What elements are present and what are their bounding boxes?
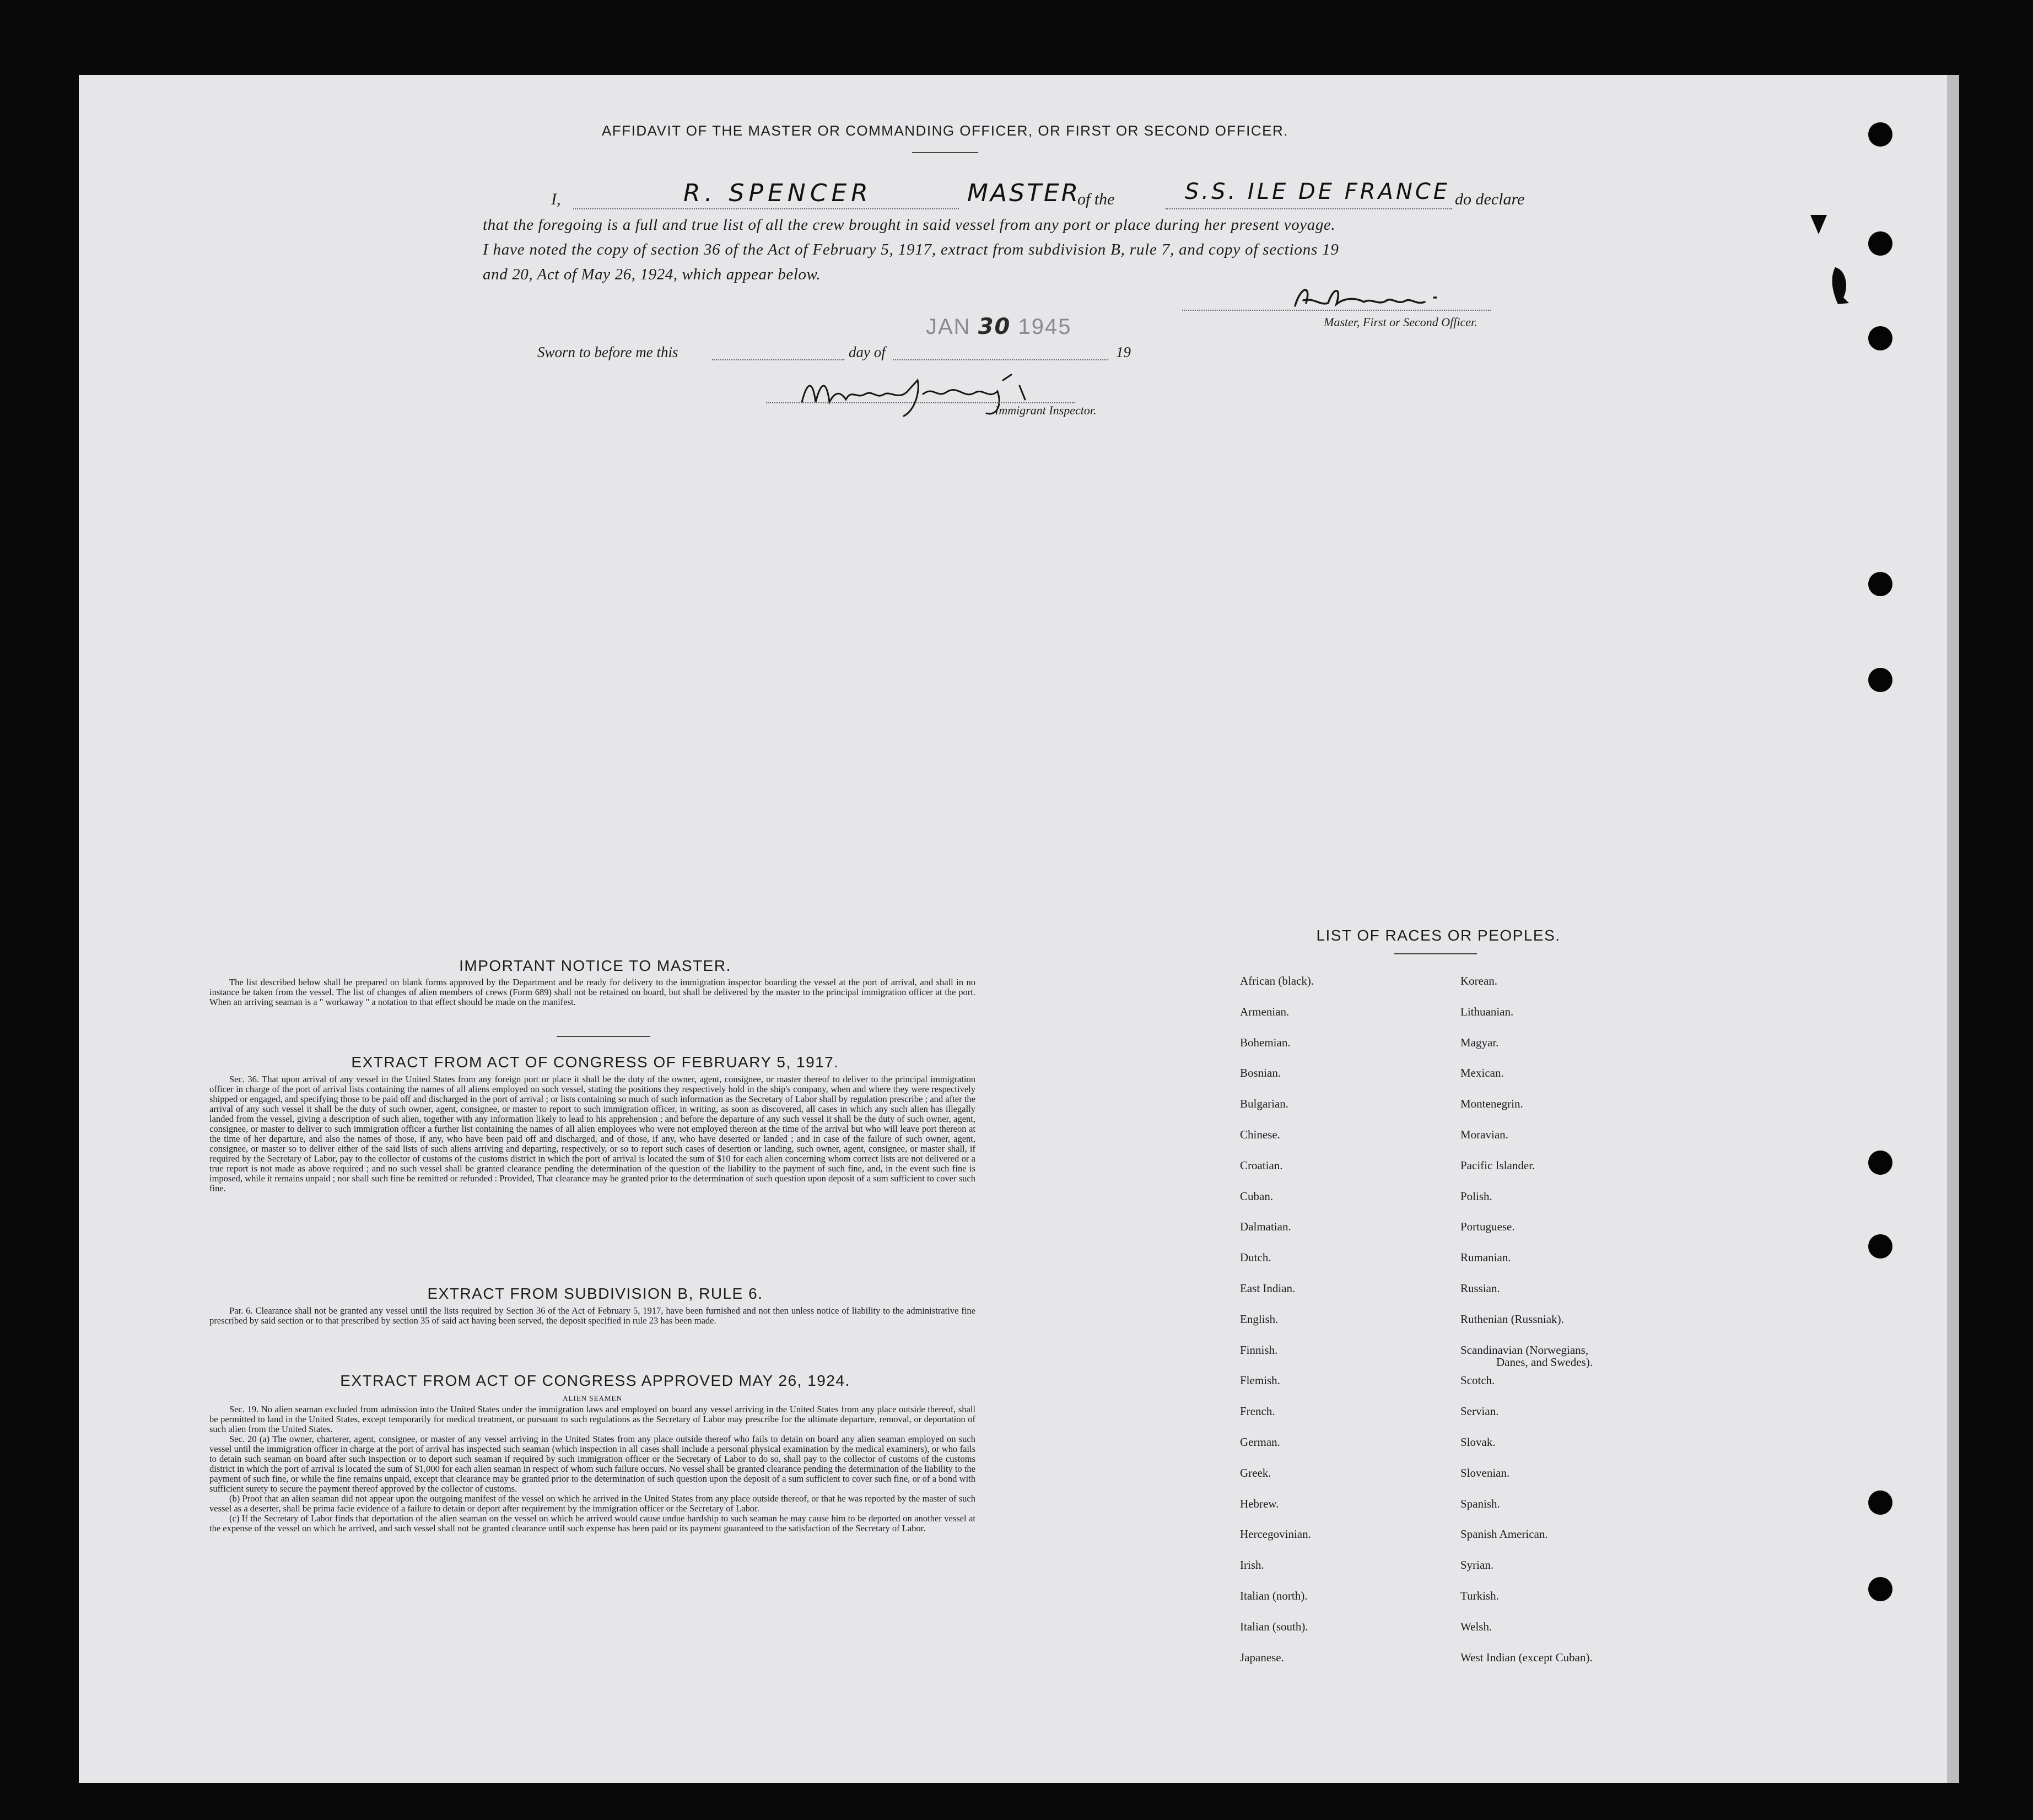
race-item: Scandinavian (Norwegians, bbox=[1460, 1343, 1589, 1357]
race-item: Welsh. bbox=[1460, 1619, 1492, 1633]
race-item: Magyar. bbox=[1460, 1035, 1499, 1049]
master-signature bbox=[1290, 281, 1471, 314]
master-signature-caption: Master, First or Second Officer. bbox=[1324, 315, 1477, 329]
date-stamp bbox=[926, 314, 1071, 339]
notice-text: The list described below shall be prepared on blank forms approved by the Department and be ready for delivery to the immigration inspector boarding the vessel at the port of arrival, and shall in no instance be taken from the vessel. The list of changes of alien members of crews (Form 689) shall not be retained on board, but shall be delivered by the master to the principal immigration officer at the port. When an arriving seaman is a " workaway " a notation to that effect should be made on the manifest. bbox=[209, 977, 975, 1007]
punch-hole bbox=[1868, 1234, 1892, 1259]
extract-1924-sec20b: (b) Proof that an alien seaman did not appear upon the outgoing manifest of the vessel on which he arrived in the United States from any place outside thereof, or that he was reported by the master of such vessel as a deserter, shall be prima facie evidence of a failure to detain or deport after requirement by the immigration officer or the Secretary of Labor. bbox=[209, 1493, 975, 1514]
day-of-label: day of bbox=[849, 344, 886, 360]
race-item: Chinese. bbox=[1240, 1128, 1280, 1141]
punch-hole bbox=[1868, 1577, 1892, 1601]
race-item: Finnish. bbox=[1240, 1343, 1278, 1357]
race-item: African (black). bbox=[1240, 974, 1314, 987]
vessel-blank bbox=[1166, 208, 1452, 209]
race-item: Syrian. bbox=[1460, 1558, 1494, 1572]
extract-1924-sec19: Sec. 19. No alien seaman excluded from admission into the United States under the immigration laws and employed on board any vessel arriving in the United States from any place outside thereof, shall be permitted to land in the United States, except temporarily for medical treatment, or pursuant to such regulations as the Secretary of Labor may prescribe for the ultimate departure, removal, or deportation of such alien from the United States. bbox=[209, 1404, 975, 1434]
race-item: Russian. bbox=[1460, 1282, 1500, 1295]
punch-hole bbox=[1868, 326, 1892, 350]
date-stamp-day: 30 bbox=[978, 314, 1011, 339]
race-item: Dalmatian. bbox=[1240, 1220, 1291, 1234]
extract-1924-block bbox=[209, 1392, 975, 1533]
notice-text-block bbox=[209, 977, 975, 1007]
sworn-label: Sworn to before me this bbox=[537, 344, 678, 360]
race-item: Lithuanian. bbox=[1460, 1004, 1514, 1018]
extract-1917-text: Sec. 36. That upon arrival of any vessel in the United States from any foreign port or place it shall be the duty of the owner, agent, consignee, or master thereof to deliver to the principal immigration officer in charge of the port of arrival lists containing the names of all aliens employed on such vessel, stating the positions they respectively hold in the ship's company, when and where they were respectively shipped or engaged, and specifying those to be paid off and discharged in the port of arrival ; or lists containing so much of such information as the Secretary of Labor shall by regulation prescribe ; and after the arrival of any such vessel it shall be the duty of such owner, agent, consignee, or master to report to such immigration officer, in writing, as soon as discovered, all cases in which any such alien has illegally landed from the vessel, giving a description of such alien, together with any information likely to lead to his apprehension ; and before the departure of any such vessel it shall be the duty of such owner, agent, consignee, or master to deliver to such immigration officer a further list containing the names of all alien employees who were not employed thereon at the time of the arrival but who will leave port thereon at the time of her departure, and also the names of those, if any, who have been paid off and discharged, and of those, if any, who have deserted or landed ; and in case of the failure of such owner, agent, consignee, or master so to deliver either of the said lists of such aliens arriving and departing, respectively, or so to report such cases of desertion or landing, such owner, agent, consignee, or master shall, if required by the Secretary of Labor, pay to the collector of customs of the customs district in which the port of arrival is located the sum of $10 for each alien concerning whom correct lists are not delivered or a true report is not made as above required ; and no such vessel shall be granted clearance pending the determination of the question of the liability to the payment of such fine, and, in the event such fine is imposed, while it remains unpaid ; nor shall such fine be remitted or refunded : Provided, That clearance may be granted prior to the determination of such question upon deposit of a sum sufficient to cover such fine. bbox=[209, 1074, 975, 1193]
punch-hole bbox=[1868, 1490, 1892, 1515]
race-item: Bulgarian. bbox=[1240, 1097, 1289, 1111]
extract-rule6-block bbox=[209, 1306, 975, 1326]
punch-hole bbox=[1868, 1151, 1892, 1175]
affidavit-i-label: I, bbox=[551, 190, 561, 208]
race-item: Servian. bbox=[1460, 1405, 1499, 1418]
race-item: Cuban. bbox=[1240, 1189, 1274, 1203]
race-item: Italian (north). bbox=[1240, 1589, 1308, 1602]
of-the-label: of the bbox=[1077, 190, 1115, 208]
race-item: Ruthenian (Russniak). bbox=[1460, 1312, 1564, 1326]
extract-1924-sec20a: Sec. 20 (a) The owner, charterer, agent, consignee, or master of any vessel arriving in the United States from any place outside thereof who fails to detain on board any alien seaman employed on such vessel until the immigration officer in charge at the port of arrival has inspected such seaman (which inspection in all cases shall include a personal physical examination by the medical examiners), or who fails to detain such seaman on board after such inspection or to deport such seaman if required by such immigration officer or the Secretary of Labor to do so, shall pay to the collector of customs of the customs district in which the port of arrival is located the sum of $1,000 for each alien seaman in respect of whom such failure occurs. No vessel shall be granted clearance pending the determination of the liability to the payment of such fine, or while the fine remains unpaid, except that clearance may be granted prior to the determination of such question upon the deposit of a sum sufficient to cover such fine, or of a bond with sufficient surety to secure the payment thereof approved by the collector of customs. bbox=[209, 1434, 975, 1494]
race-item: Hebrew. bbox=[1240, 1497, 1279, 1510]
notice-title: IMPORTANT NOTICE TO MASTER. bbox=[459, 957, 731, 974]
race-item: Polish. bbox=[1460, 1189, 1492, 1203]
punch-hole bbox=[1868, 122, 1892, 147]
sheet-edge bbox=[1947, 75, 1959, 1783]
races-title-underline bbox=[1394, 953, 1477, 954]
race-item: Armenian. bbox=[1240, 1004, 1290, 1018]
sworn-day-blank bbox=[712, 359, 844, 360]
extract-rule6-text: Par. 6. Clearance shall not be granted any vessel until the lists required by Section 36 of the Act of February 5, 1917, have been furnished and not then unless notice of liability to the administrative fine prescribed by said section or to that prescribed by section 35 of said act having been served, the deposit specified in rule 23 has been made. bbox=[209, 1305, 975, 1326]
race-item: Japanese. bbox=[1240, 1650, 1284, 1664]
inspector-caption: Immigrant Inspector. bbox=[995, 403, 1097, 417]
race-item: Rumanian. bbox=[1460, 1251, 1511, 1265]
race-item: Slovenian. bbox=[1460, 1466, 1510, 1479]
race-item: Italian (south). bbox=[1240, 1619, 1308, 1633]
date-stamp-year: 1945 bbox=[1018, 315, 1072, 339]
extract-1924-subtitle: ALIEN SEAMEN bbox=[563, 1394, 622, 1402]
race-item: Irish. bbox=[1240, 1558, 1264, 1572]
race-item: German. bbox=[1240, 1435, 1280, 1449]
extract-1924-title: EXTRACT FROM ACT OF CONGRESS APPROVED MAY 26, 1924. bbox=[340, 1372, 850, 1389]
race-item: Moravian. bbox=[1460, 1128, 1508, 1141]
divider-1 bbox=[557, 1036, 650, 1037]
race-item: French. bbox=[1240, 1405, 1275, 1418]
race-item: Portuguese. bbox=[1460, 1220, 1515, 1234]
race-item: Croatian. bbox=[1240, 1158, 1283, 1172]
punch-hole bbox=[1868, 668, 1892, 692]
extract-1917-block bbox=[209, 1074, 975, 1193]
race-item: Spanish. bbox=[1460, 1497, 1500, 1510]
sworn-month-blank bbox=[893, 359, 1108, 360]
name-blank bbox=[573, 208, 959, 209]
race-item: Montenegrin. bbox=[1460, 1097, 1523, 1111]
race-scandinavian-continued: Danes, and Swedes). bbox=[1496, 1355, 1593, 1369]
race-item: Spanish American. bbox=[1460, 1527, 1548, 1541]
race-item: Greek. bbox=[1240, 1466, 1271, 1479]
affidavit-line-2: that the foregoing is a full and true list of all the crew brought in said vessel from any port or place during her present voyage. bbox=[483, 216, 1336, 234]
binding-mark bbox=[1808, 209, 1863, 320]
master-rank: MASTER bbox=[967, 179, 1081, 207]
races-title: LIST OF RACES OR PEOPLES. bbox=[1316, 927, 1561, 944]
date-stamp-month: JAN bbox=[926, 315, 971, 339]
extract-rule6-title: EXTRACT FROM SUBDIVISION B, RULE 6. bbox=[427, 1285, 763, 1302]
punch-hole bbox=[1868, 231, 1892, 256]
affidavit-line-3: I have noted the copy of section 36 of the Act of February 5, 1917, extract from subdivision B, rule 7, and copy of sections 19 bbox=[483, 241, 1339, 258]
title-underline bbox=[912, 152, 978, 153]
year-prefix: 19 bbox=[1116, 344, 1131, 360]
extract-1917-title: EXTRACT FROM ACT OF CONGRESS OF FEBRUARY 5, 1917. bbox=[351, 1054, 839, 1071]
race-item: Scotch. bbox=[1460, 1374, 1495, 1387]
race-item: Mexican. bbox=[1460, 1066, 1504, 1080]
race-item: Korean. bbox=[1460, 974, 1498, 987]
race-item: Pacific Islander. bbox=[1460, 1158, 1535, 1172]
extract-1924-sec20c: (c) If the Secretary of Labor finds that deportation of the alien seaman on the vessel on which he arrived would cause undue hardship to such seaman he may cause him to be deported on another vessel at the expense of the vessel on which he arrived, and such vessel shall not be granted clearance until such expense has been paid or its payment guaranteed to the satisfaction of the Secretary of Labor. bbox=[209, 1513, 975, 1533]
race-item: Flemish. bbox=[1240, 1374, 1280, 1387]
race-item: Bohemian. bbox=[1240, 1035, 1291, 1049]
race-item: Dutch. bbox=[1240, 1251, 1271, 1265]
punch-hole bbox=[1868, 572, 1892, 596]
master-signature-line bbox=[1182, 310, 1491, 311]
race-item: English. bbox=[1240, 1312, 1279, 1326]
race-item: Turkish. bbox=[1460, 1589, 1499, 1602]
master-name: R. SPENCER bbox=[683, 179, 872, 207]
affidavit-title: AFFIDAVIT OF THE MASTER OR COMMANDING OFFICER, OR FIRST OR SECOND OFFICER. bbox=[602, 122, 1288, 139]
affidavit-line-4: and 20, Act of May 26, 1924, which appear below. bbox=[483, 266, 821, 283]
do-declare-label: do declare bbox=[1455, 190, 1525, 208]
race-item: Hercegovinian. bbox=[1240, 1527, 1311, 1541]
race-item: East Indian. bbox=[1240, 1282, 1296, 1295]
race-item: Slovak. bbox=[1460, 1435, 1496, 1449]
vessel-name: S.S. ILE DE FRANCE bbox=[1185, 179, 1450, 204]
race-item: Bosnian. bbox=[1240, 1066, 1281, 1080]
race-item: West Indian (except Cuban). bbox=[1460, 1650, 1593, 1664]
